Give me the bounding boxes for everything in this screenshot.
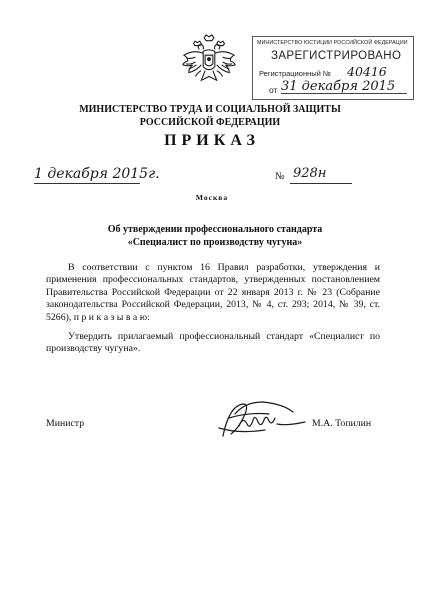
stamp-ministry-text: МИНИСТЕРСТВО ЮСТИЦИИ РОССИЙСКОЙ ФЕДЕРАЦИИ (257, 40, 408, 46)
signatory-title: Министр (46, 418, 85, 429)
stamp-from-label: от (269, 85, 278, 95)
body-paragraph-2: Утвердить прилагаемый профессиональный стандарт «Специалист по производству чугуна». (46, 331, 380, 355)
stamp-registration-number: 40416 (347, 64, 387, 79)
registration-stamp (252, 36, 414, 100)
stamp-registration-date: 31 декабря 2015 (281, 79, 396, 94)
handwritten-signature-icon (215, 396, 315, 444)
order-number: 928н (293, 166, 327, 181)
stamp-date-underline (281, 93, 407, 94)
ministry-line-1: МИНИСТЕРСТВО ТРУДА И СОЦИАЛЬНОЙ ЗАЩИТЫ (79, 104, 341, 115)
order-date: 1 декабря 2015г. (34, 166, 160, 182)
document-type-title: ПРИКАЗ (164, 132, 260, 149)
body-paragraph-1: В соответствии с пунктом 16 Правил разработки, утверждения и применения профессиональных стандартов, утвержденных постановлением Правительства Российской Федерации от 22 января 2013 г. № 23 (Собрание законодательства Российской Федерации, 2013, № 4, ст. 293; 2014, № 39, ст. 5266), п р и к а з ы в а ю: (46, 262, 380, 323)
order-date-underline (34, 183, 140, 184)
subject-line-2: «Специалист по производству чугуна» (127, 236, 303, 248)
signatory-name: М.А. Топилин (312, 418, 372, 429)
order-number-underline (290, 183, 352, 184)
coat-of-arms-icon (180, 32, 238, 90)
stamp-registration-label: Регистрационный № (259, 69, 331, 78)
ministry-heading (60, 104, 360, 129)
order-subject (70, 224, 360, 249)
order-number-sign: № (275, 171, 285, 182)
ministry-line-2: РОССИЙСКОЙ ФЕДЕРАЦИИ (139, 116, 281, 128)
subject-line-1: Об утверждении профессионального стандарта (107, 224, 323, 235)
stamp-title: ЗАРЕГИСТРИРОВАНО (271, 50, 402, 62)
order-city: Москва (195, 193, 229, 202)
